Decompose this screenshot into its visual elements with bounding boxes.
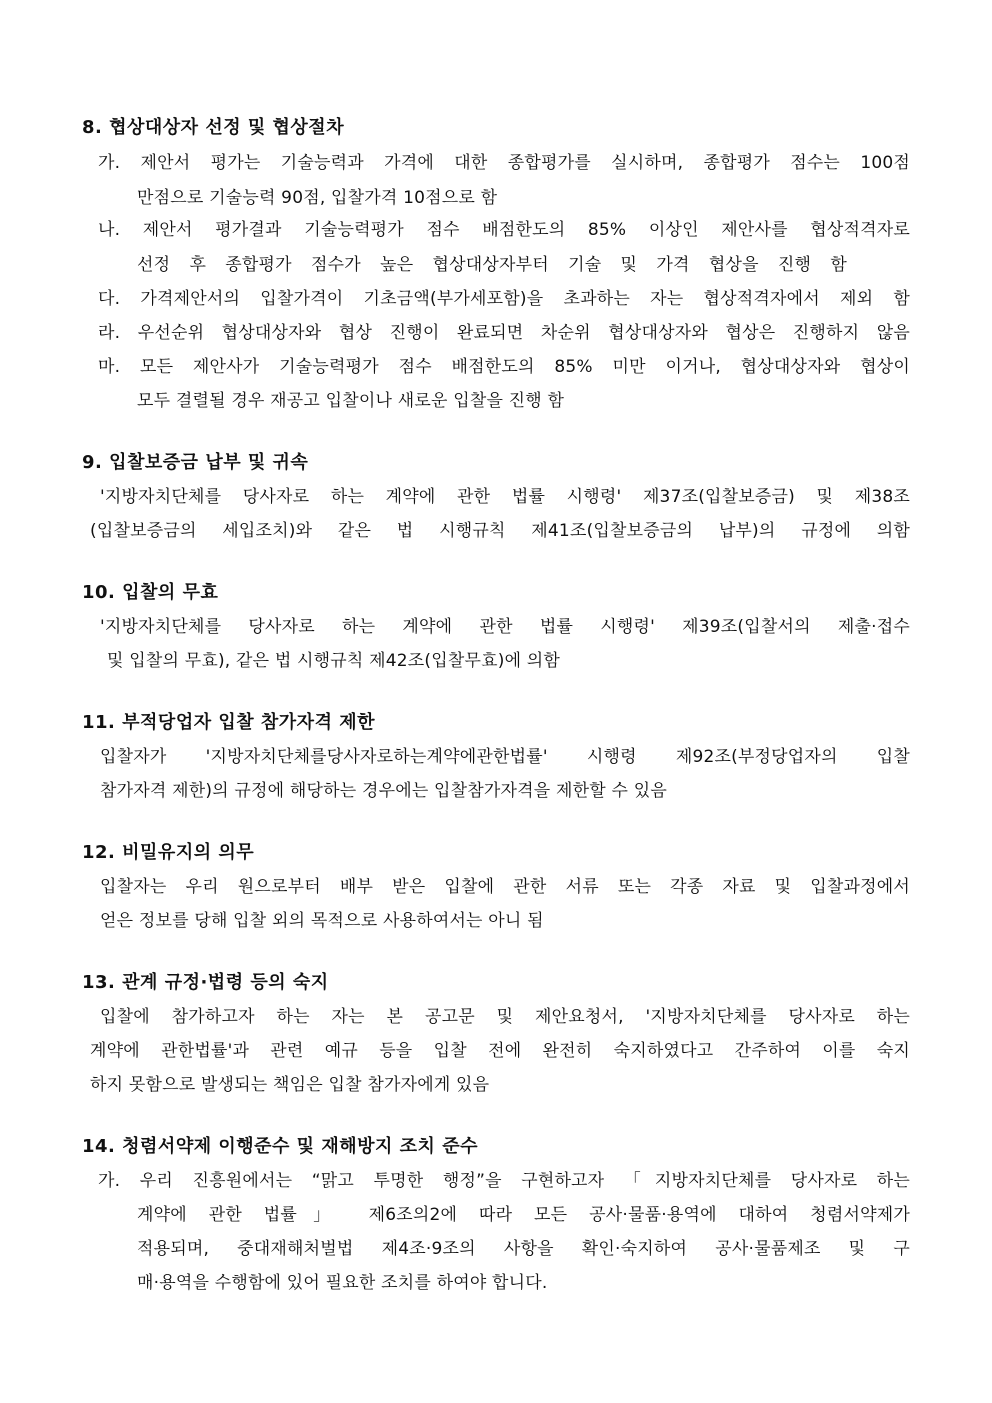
section-14-line-3: 적용되며, 중대재해처벌법 제4조·9조의 사항을 확인·숙지하여 공사·물품제조 및 구	[137, 1239, 910, 1259]
section-10-line-2: 및 입찰의 무효), 같은 법 시행규칙 제42조(입찰무효)에 의함	[107, 651, 561, 671]
section-8-title: 8. 협상대상자 선정 및 협상절차	[82, 117, 345, 138]
section-8-line-6: 라. 우선순위 협상대상자와 협상 진행이 완료되면 차순위 협상대상자와 협상은 진행하지 않음	[98, 323, 910, 343]
section-13-title: 13. 관계 규정·법령 등의 숙지	[82, 972, 329, 993]
section-13-line-2: 계약에 관한법률'과 관련 예규 등을 입찰 전에 완전히 숙지하였다고 간주하여 이를 숙지	[90, 1041, 910, 1061]
section-9-line-2: (입찰보증금의 세입조치)와 같은 법 시행규칙 제41조(입찰보증금의 납부)의 규정에 의함	[90, 521, 910, 541]
section-8-line-4: 선정 후 종합평가 점수가 높은 협상대상자부터 기술 및 가격 협상을 진행 함	[137, 255, 847, 275]
section-8-line-5: 다. 가격제안서의 입찰가격이 기초금액(부가세포함)을 초과하는 자는 협상적격자에서 제외 함	[98, 289, 910, 309]
section-11-title: 11. 부적당업자 입찰 참가자격 제한	[82, 712, 375, 733]
section-12-line-1: 입찰자는 우리 원으로부터 배부 받은 입찰에 관한 서류 또는 각종 자료 및 입찰과정에서	[100, 877, 910, 897]
section-9-title: 9. 입찰보증금 납부 및 귀속	[82, 452, 309, 473]
section-8-line-7: 마. 모든 제안사가 기술능력평가 점수 배점한도의 85% 미만 이거나, 협상대상자와 협상이	[98, 357, 910, 377]
section-8-line-8: 모두 결렬될 경우 재공고 입찰이나 새로운 입찰을 진행 함	[137, 391, 565, 411]
section-14-line-2: 계약에 관한 법률」 제6조의2에 따라 모든 공사·물품·용역에 대하여 청렴서약제가	[137, 1205, 910, 1225]
section-10-line-1: '지방자치단체를 당사자로 하는 계약에 관한 법률 시행령' 제39조(입찰서의 제출·접수	[100, 617, 910, 637]
section-9-line-1: '지방자치단체를 당사자로 하는 계약에 관한 법률 시행령' 제37조(입찰보증금) 및 제38조	[100, 487, 910, 507]
section-8-line-3: 나. 제안서 평가결과 기술능력평가 점수 배점한도의 85% 이상인 제안사를 협상적격자로	[98, 220, 910, 240]
section-13-line-1: 입찰에 참가하고자 하는 자는 본 공고문 및 제안요청서, '지방자치단체를 당사자로 하는	[100, 1007, 910, 1027]
section-12-title: 12. 비밀유지의 의무	[82, 842, 255, 863]
section-13-line-3: 하지 못함으로 발생되는 책임은 입찰 참가자에게 있음	[90, 1075, 490, 1095]
section-14-title: 14. 청렴서약제 이행준수 및 재해방지 조치 준수	[82, 1136, 478, 1157]
section-12-line-2: 얻은 정보를 당해 입찰 외의 목적으로 사용하여서는 아니 됨	[100, 911, 544, 931]
section-11-line-2: 참가자격 제한)의 규정에 해당하는 경우에는 입찰참가자격을 제한할 수 있음	[100, 781, 667, 801]
section-10-title: 10. 입찰의 무효	[82, 582, 219, 603]
section-14-line-4: 매·용역을 수행함에 있어 필요한 조치를 하여야 합니다.	[137, 1273, 548, 1293]
section-8-line-2: 만점으로 기술능력 90점, 입찰가격 10점으로 함	[137, 188, 498, 208]
section-8-line-1: 가. 제안서 평가는 기술능력과 가격에 대한 종합평가를 실시하며, 종합평가 점수는 100점	[98, 153, 910, 173]
section-14-line-1: 가. 우리 진흥원에서는 “맑고 투명한 행정”을 구현하고자 「지방자치단체를 당사자로 하는	[98, 1171, 910, 1191]
section-11-line-1: 입찰자가 '지방자치단체를당사자로하는계약에관한법률' 시행령 제92조(부정당업자의 입찰	[100, 747, 910, 767]
